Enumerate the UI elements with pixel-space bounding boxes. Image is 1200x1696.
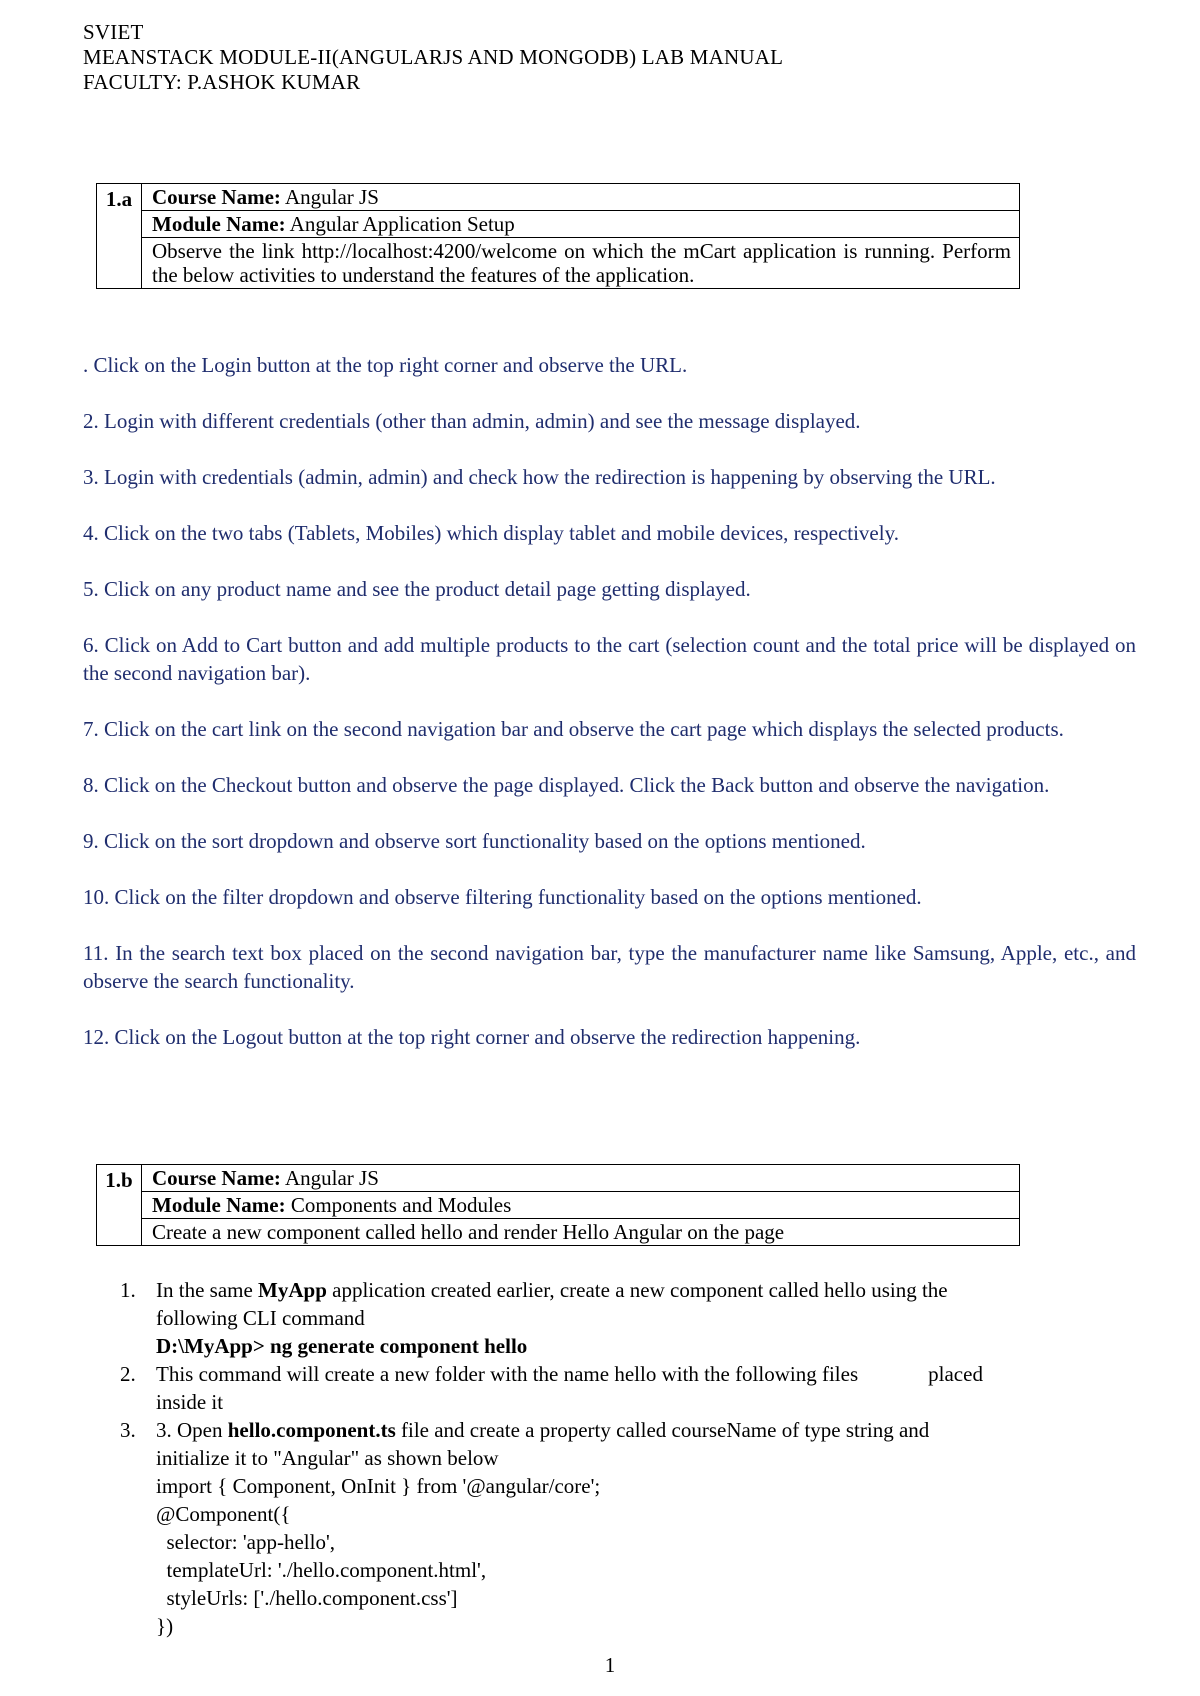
course-name-cell <box>142 184 1020 211</box>
activity-item: 9. Click on the sort dropdown and observe sort functionality based on the options mentioned. <box>83 829 866 853</box>
step-line: following CLI command <box>156 1306 365 1330</box>
course-name-value: Angular JS <box>280 1166 379 1190</box>
module-name-value: Components and Modules <box>285 1193 512 1217</box>
step-list <box>120 1276 1110 1640</box>
module-name-label: Module Name: <box>152 212 286 236</box>
institution-name: SVIET <box>83 20 144 44</box>
code-line: import { Component, OnInit } from '@angular/core'; <box>156 1474 601 1498</box>
step-body <box>156 1360 1110 1416</box>
step-number: 3. <box>120 1418 136 1442</box>
exercise-description: Observe the link http://localhost:4200/welcome on which the mCart application is running. Perform the below activities to understand the features of the application. <box>142 238 1020 289</box>
activity-item: 7. Click on the cart link on the second navigation bar and observe the cart page which displays the selected products. <box>83 717 1064 741</box>
course-name-value: Angular JS <box>280 185 379 209</box>
course-name-label: Course Name: <box>152 1166 281 1190</box>
activity-item: 8. Click on the Checkout button and observe the page displayed. Click the Back button and observe the navigation. <box>83 773 1050 797</box>
activity-item: 3. Login with credentials (admin, admin) and check how the redirection is happening by observing the URL. <box>83 465 996 489</box>
step-text: This command will create a new folder with the name hello with the following files <box>156 1362 859 1386</box>
step-line: initialize it to "Angular" as shown below <box>156 1446 499 1470</box>
activity-item: 5. Click on any product name and see the product detail page getting displayed. <box>83 577 751 601</box>
document-header <box>83 20 783 95</box>
step-item <box>120 1416 1110 1640</box>
step-text: application created earlier, create a new component called hello using the <box>326 1278 948 1302</box>
step-text: 3. Open <box>156 1418 228 1442</box>
code-line: }) <box>156 1614 174 1638</box>
exercise-table-1b <box>96 1164 1020 1246</box>
module-name-value: Angular Application Setup <box>285 212 515 236</box>
exercise-number: 1.a <box>97 184 142 289</box>
page-number: 1 <box>604 1653 616 1677</box>
step-item <box>120 1276 1110 1360</box>
activity-list <box>83 351 1136 1079</box>
activity-item: 6. Click on Add to Cart button and add multiple products to the cart (selection count and the total price will be displayed on the second navigation bar). <box>83 633 1136 685</box>
activity-item: 4. Click on the two tabs (Tablets, Mobiles) which display tablet and mobile devices, respectively. <box>83 521 899 545</box>
step-line: inside it <box>156 1390 224 1414</box>
module-name-label: Module Name: <box>152 1193 286 1217</box>
exercise-description: Create a new component called hello and render Hello Angular on the page <box>142 1219 1020 1246</box>
course-name-cell <box>142 1165 1020 1192</box>
module-name-cell <box>142 211 1020 238</box>
course-name-label: Course Name: <box>152 185 281 209</box>
step-text: In the same <box>156 1278 259 1302</box>
code-line: styleUrls: ['./hello.component.css'] <box>156 1586 458 1610</box>
exercise-number: 1.b <box>97 1165 142 1246</box>
cli-command: D:\MyApp> ng generate component hello <box>156 1334 528 1358</box>
code-line: selector: 'app-hello', <box>156 1530 336 1554</box>
step-line <box>156 1276 1110 1304</box>
step-body <box>156 1416 1110 1640</box>
activity-item: 10. Click on the filter dropdown and observe filtering functionality based on the options mentioned. <box>83 885 922 909</box>
code-line: @Component({ <box>156 1502 291 1526</box>
faculty-name: FACULTY: P.ASHOK KUMAR <box>83 70 361 94</box>
step-body <box>156 1276 1110 1360</box>
step-number: 2. <box>120 1362 136 1386</box>
step-item <box>120 1360 1110 1416</box>
activity-item: 11. In the search text box placed on the second navigation bar, type the manufacturer name like Samsung, Apple, etc., and observe the search functionality. <box>83 941 1136 993</box>
manual-title: MEANSTACK MODULE-II(ANGULARJS AND MONGODB) LAB MANUAL <box>83 45 784 69</box>
activity-item: 2. Login with different credentials (other than admin, admin) and see the message displayed. <box>83 409 861 433</box>
code-line: templateUrl: './hello.component.html', <box>156 1558 487 1582</box>
module-name-cell <box>142 1192 1020 1219</box>
activity-item: 12. Click on the Logout button at the top right corner and observe the redirection happening. <box>83 1025 861 1049</box>
step-text: file and create a property called courseName of type string and <box>395 1418 930 1442</box>
exercise-table-1a <box>96 183 1020 289</box>
step-number: 1. <box>120 1278 136 1302</box>
step-text: placed <box>928 1362 983 1386</box>
file-name: hello.component.ts <box>227 1418 396 1442</box>
activity-item: . Click on the Login button at the top right corner and observe the URL. <box>83 353 688 377</box>
step-line <box>156 1416 1110 1444</box>
step-line <box>156 1360 1110 1388</box>
app-name: MyApp <box>258 1278 327 1302</box>
